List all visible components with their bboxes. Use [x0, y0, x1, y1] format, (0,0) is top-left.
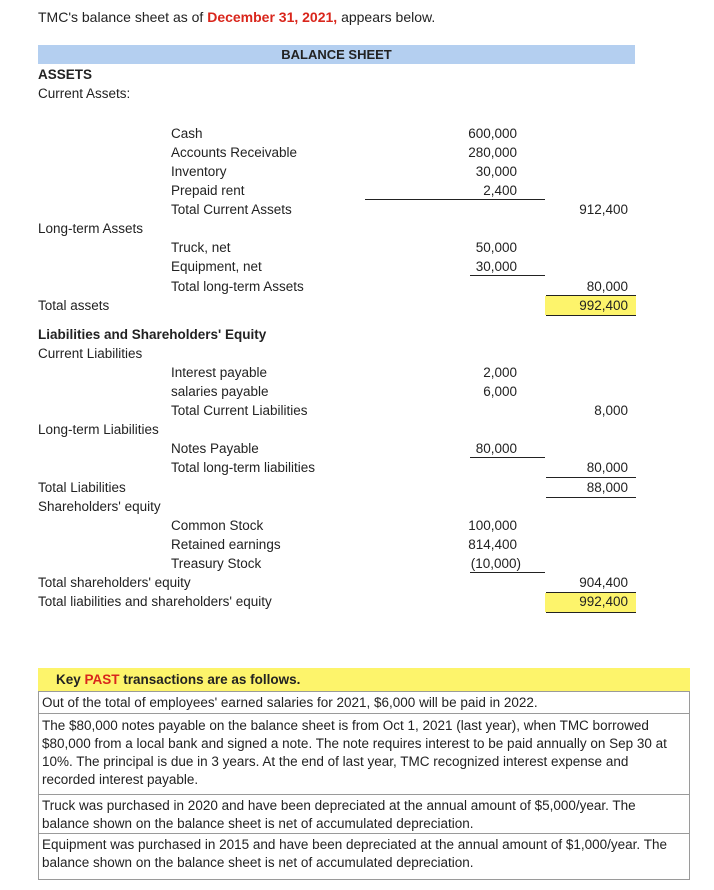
intro-prefix: TMC's balance sheet as of [38, 9, 208, 25]
liability-item-value: 80,000 [475, 441, 517, 456]
grand-total-value: 992,400 [579, 594, 628, 609]
current-assets-label: Current Assets: [38, 86, 131, 101]
total-current-liabilities-label: Total Current Liabilities [171, 403, 308, 418]
equity-item-label: Common Stock [171, 518, 264, 533]
transaction-item: The $80,000 notes payable on the balance sheet is from Oct 1, 2021 (last year), when TMC borrowed $80,000 from a local bank and signed a note. The note requires interest to be paid annually on Sep 30 at 10%. The principal is due in 3 years. At the end of last year, TMC recognized interest expense and recorded interest payable. [38, 714, 690, 795]
total-equity-label: Total shareholders' equity [38, 575, 191, 590]
intro-text [38, 8, 435, 26]
equity-item-value: 100,000 [468, 518, 517, 533]
divider-line [546, 477, 636, 478]
total-current-liabilities-value: 8,000 [594, 403, 628, 418]
asset-item-label: Truck, net [171, 240, 231, 255]
liability-item-label: Notes Payable [171, 441, 259, 456]
key-transactions-heading [38, 668, 690, 692]
total-current-assets-value: 912,400 [579, 202, 628, 217]
equity-item-value: 814,400 [468, 537, 517, 552]
total-longterm-liabilities-label: Total long-term liabilities [171, 460, 316, 475]
equity-item-label: Treasury Stock [171, 556, 262, 571]
equity-item-value: (10,000) [470, 556, 521, 571]
intro-date: December 31, 2021, [207, 9, 338, 25]
balance-sheet-title: BALANCE SHEET [38, 45, 635, 64]
asset-item-label: Prepaid rent [171, 183, 245, 198]
transaction-item: Out of the total of employees' earned salaries for 2021, $6,000 will be paid in 2022. [38, 692, 690, 714]
equity-item-label: Retained earnings [171, 537, 281, 552]
asset-item-value: 30,000 [475, 164, 517, 179]
longterm-assets-label: Long-term Assets [38, 221, 144, 236]
grand-total-label: Total liabilities and shareholders' equity [38, 594, 272, 609]
total-longterm-assets-label: Total long-term Assets [171, 279, 304, 294]
transaction-item: Equipment was purchased in 2015 and have been depreciated at the annual amount of $1,000/year. The balance shown on the balance sheet is net of accumulated depreciation. [42, 837, 667, 870]
key-past-word: PAST [84, 672, 120, 687]
divider-line [365, 199, 545, 200]
assets-heading: ASSETS [38, 67, 93, 82]
liability-item-value: 6,000 [483, 384, 517, 399]
total-longterm-liabilities-value: 80,000 [586, 460, 628, 475]
shareholders-equity-label: Shareholders' equity [38, 499, 161, 514]
asset-item-value: 50,000 [475, 240, 517, 255]
divider-line [470, 457, 545, 458]
transaction-item: Truck was purchased in 2020 and have been depreciated at the annual amount of $5,000/year. The balance shown on the balance sheet is net of accumulated depreciation. [38, 795, 690, 834]
divider-line [546, 315, 636, 316]
asset-item-value: 280,000 [468, 145, 517, 160]
divider-line [470, 572, 545, 573]
key-suffix: transactions are as follows. [119, 672, 301, 687]
asset-item-value: 30,000 [475, 259, 517, 274]
liability-item-label: Interest payable [171, 365, 268, 380]
current-liabilities-label: Current Liabilities [38, 346, 143, 361]
liabilities-heading: Liabilities and Shareholders' Equity [38, 327, 267, 342]
liability-item-label: salaries payable [171, 384, 269, 399]
total-current-assets-label: Total Current Assets [171, 202, 292, 217]
liability-item-value: 2,000 [483, 365, 517, 380]
total-longterm-assets-value: 80,000 [586, 279, 628, 294]
asset-item-label: Inventory [171, 164, 227, 179]
key-prefix: Key [56, 672, 85, 687]
asset-item-value: 600,000 [468, 126, 517, 141]
longterm-liabilities-label: Long-term Liabilities [38, 422, 159, 437]
total-liabilities-value: 88,000 [586, 480, 628, 495]
asset-item-value: 2,400 [483, 183, 517, 198]
total-assets-label: Total assets [38, 298, 110, 313]
asset-item-label: Accounts Receivable [171, 145, 298, 160]
asset-item-label: Cash [171, 126, 203, 141]
intro-suffix: appears below. [337, 9, 436, 25]
total-assets-value: 992,400 [579, 298, 628, 313]
total-liabilities-label: Total Liabilities [38, 480, 126, 495]
asset-item-label: Equipment, net [171, 259, 262, 274]
total-equity-value: 904,400 [579, 575, 628, 590]
divider-line [470, 275, 545, 276]
divider-line [546, 497, 636, 498]
divider-line [546, 612, 636, 613]
